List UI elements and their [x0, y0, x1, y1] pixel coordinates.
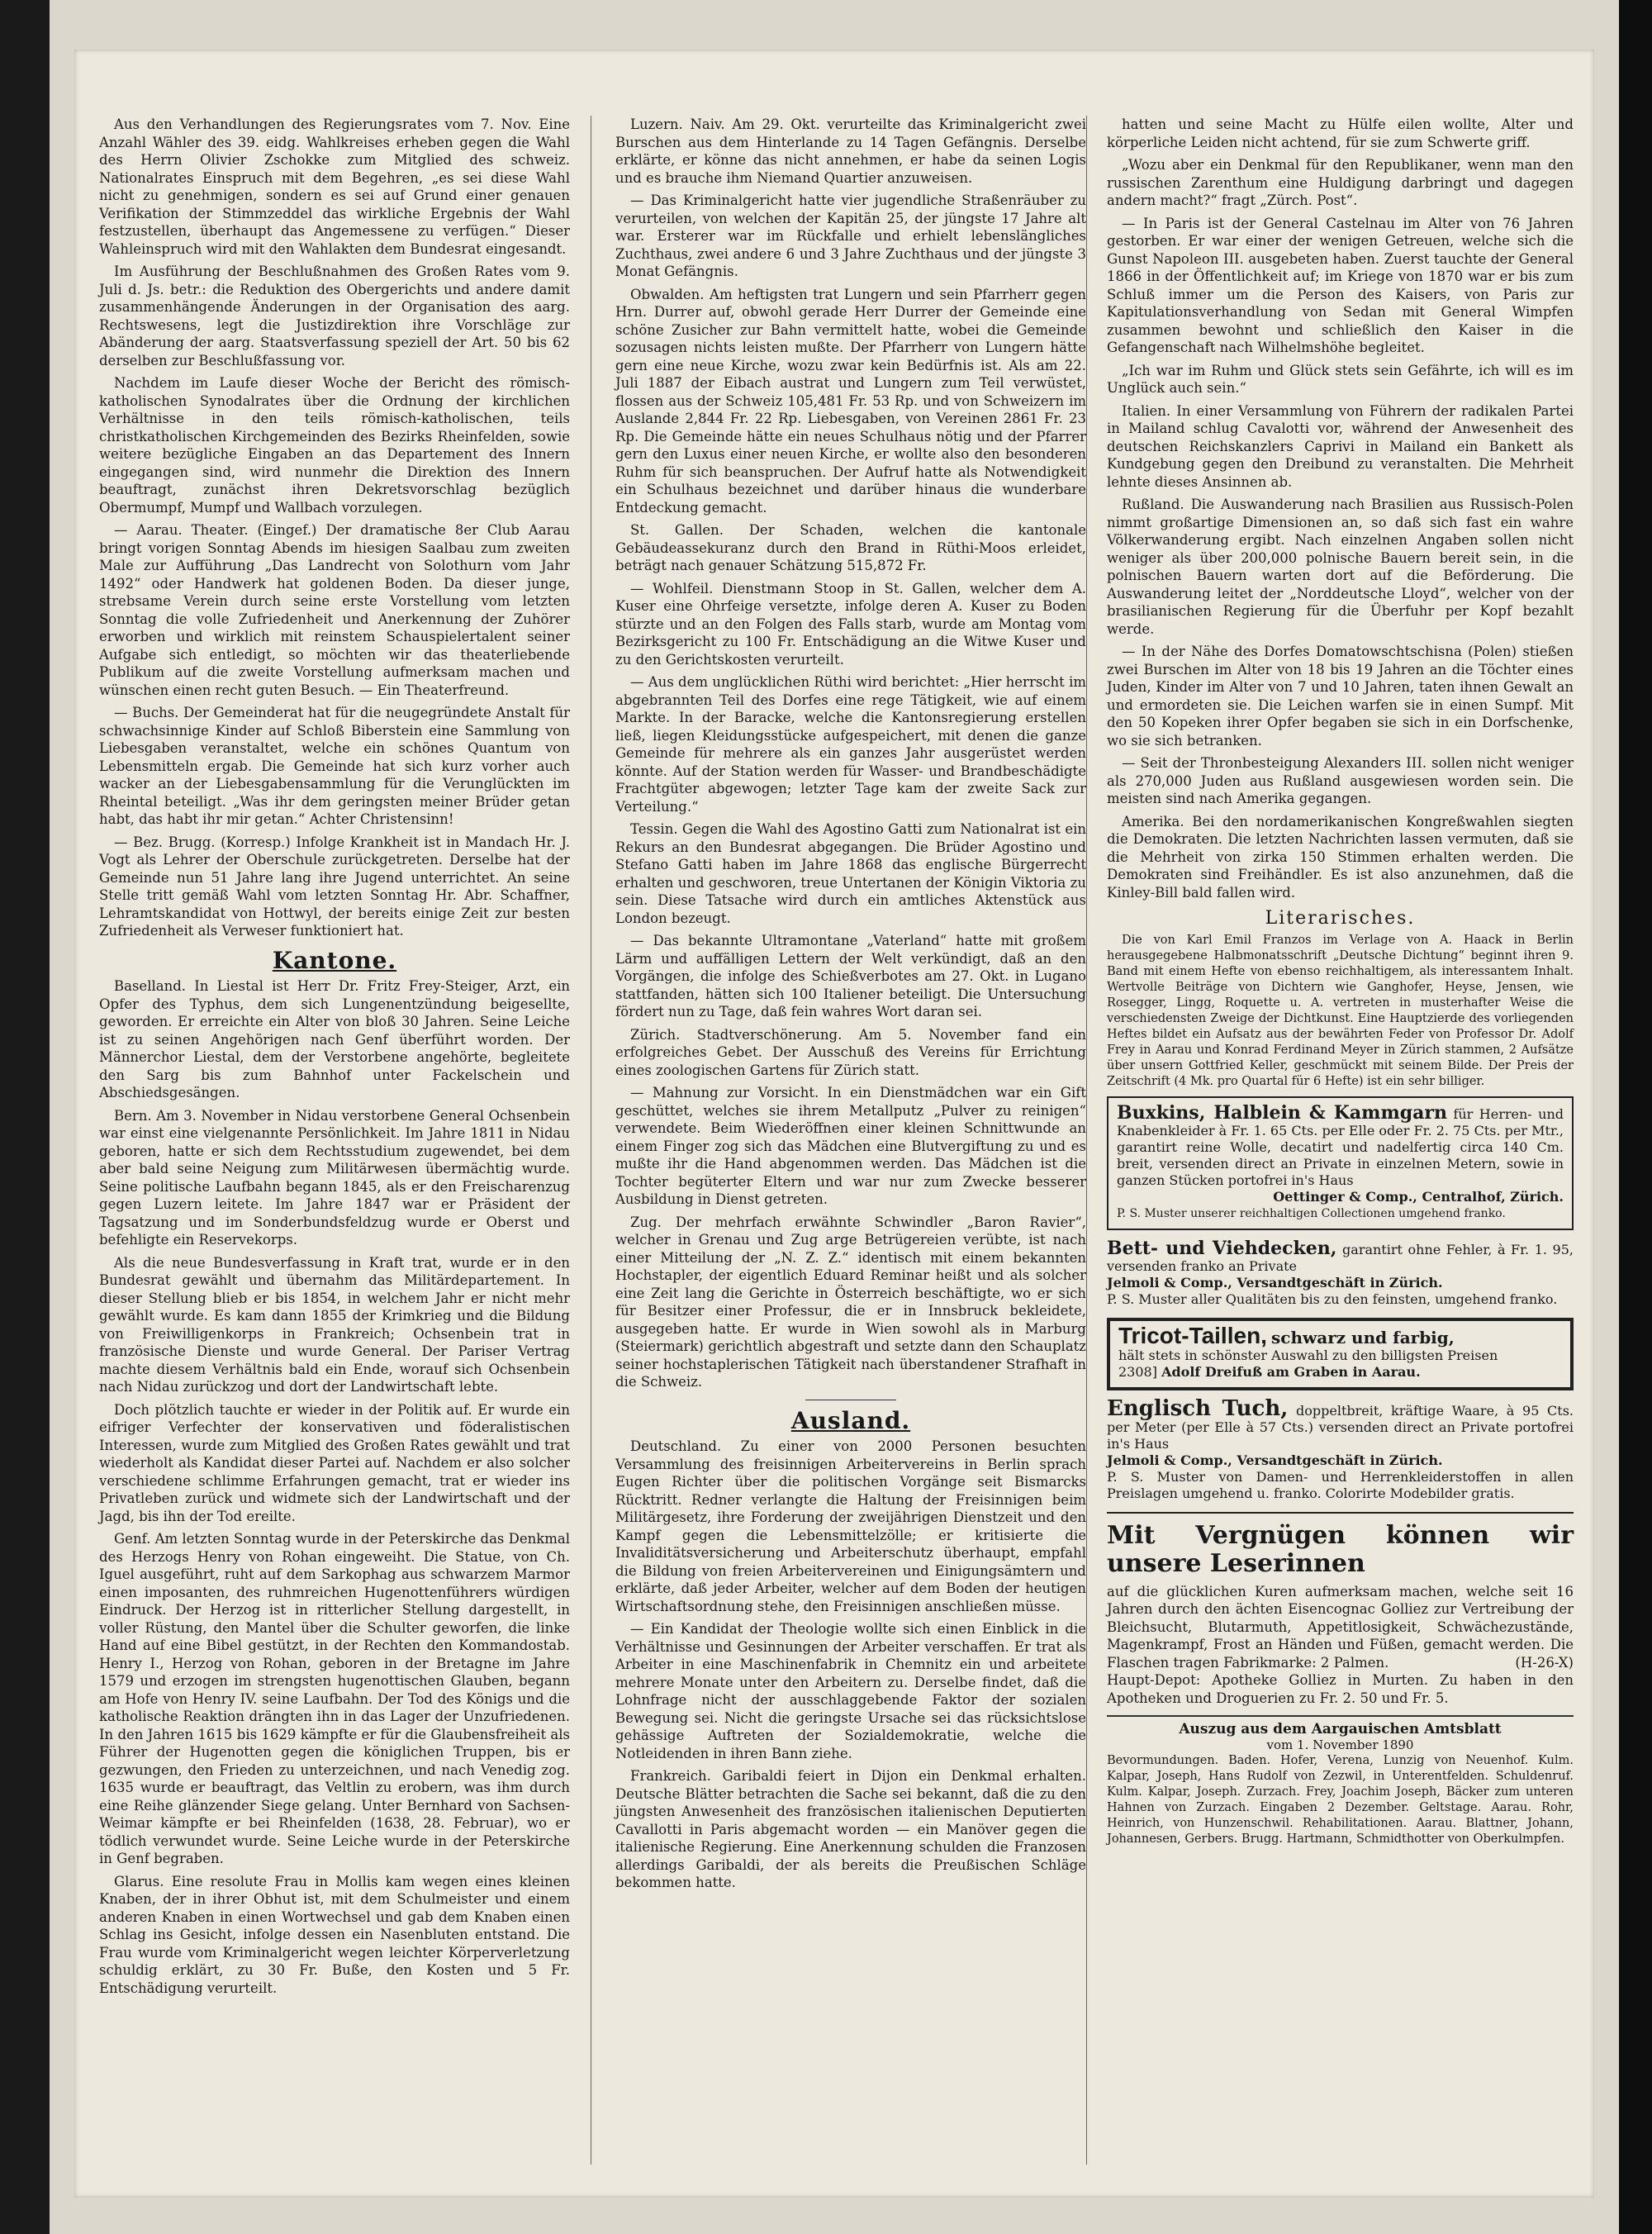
article-paragraph: hatten und seine Macht zu Hülfe eilen wollte, Alter und körperliche Leiden nicht achtend, für sie zum Schwerte griff.	[1107, 116, 1574, 150]
ad-headline: Englisch Tuch,	[1107, 1395, 1289, 1421]
article-paragraph: Amerika. Bei den nordamerikanischen Kongreßwahlen siegten die Demokraten. Die letzten Nachrichten lassen vermuten, daß sie die Mehrheit von zirka 150 Stimmen erhalten werden. Die Demokraten sind Freihändler. Es ist also anzunehmen, daß die Kinley-Bill bald fallen wird.	[1107, 813, 1574, 901]
newspaper-page	[74, 50, 1594, 2198]
article-paragraph: Frankreich. Garibaldi feiert in Dijon ein Denkmal erhalten. Deutsche Blätter betrachten die Sache sei bekannt, daß die zu den jüngsten Anwesenheit des französischen italienischen Deputierten Cavallotti in Paris abgemacht worden — ein Manöver gegen die italienische Regierung. Eine Anerkennung schulden die Franzosen allerdings Garibaldi, der als bereits die Preußischen Schläge bekommen hatte.	[615, 1768, 1086, 1890]
ad-depot: Haupt-Depot: Apotheke Golliez in Murten. Zu haben in den Apotheken und Droguerien zu Fr. 2. 50 und Fr. 5.	[1107, 1672, 1574, 1706]
ad-tricot-taillen	[1107, 1318, 1574, 1390]
article-paragraph: Zürich. Stadtverschönerung. Am 5. November fand ein erfolgreiches Gebet. Der Ausschuß des Vereins für Errichtung eines zoologischen Gartens für Zürich statt.	[615, 1026, 1086, 1078]
ad-note: P. S. Muster aller Qualitäten bis zu den feinsten, umgehend franko.	[1107, 1290, 1558, 1307]
article-paragraph: Glarus. Eine resolute Frau in Mollis kam wegen eines kleinen Knaben, der in ihrer Obhut ist, mit dem Schulmeister und einem anderen Knaben in einen Wortwechsel und gab dem Knaben einen Schlag ins Gesicht, infolge dessen ein Nasenbluten entstand. Die Frau wurde vom Kriminalgericht wegen leichter Körperverletzung schuldig erklärt, zu 30 Fr. Buße, den Kosten und 5 Fr. Entschädigung verurteilt.	[99, 1873, 570, 1996]
section-heading-kantone: Kantone.	[272, 946, 397, 974]
article-paragraph: „Wozu aber ein Denkmal für den Republikaner, wenn man den russischen Zarenthum eine Huldigung darbringt und dagegen andern macht?“ fragt „Zürch. Post“.	[1107, 157, 1574, 208]
article-paragraph: — Das Kriminalgericht hatte vier jugendliche Straßenräuber zu verurteilen, von welchen der Kapitän 25, der jüngste 17 Jahre alt war. Ersterer war im Rückfalle und erhielt lebenslängliches Zuchthaus, zwei andere 6 und 3 Jahre Zuchthaus und der jüngste 3 Monat Gefängnis.	[615, 193, 1086, 279]
article-paragraph: — Das bekannte Ultramontane „Vaterland“ hatte mit großem Lärm und auffälligen Lettern der Welt verkündigt, daß an den Vorgängen, die infolge des Schießverbotes am 27. Okt. in Lugano stattfanden, hätten sich 100 Italiener beteiligt. Die Untersuchung fördert nun zu Tage, daß fein wahres Wort daran sei.	[615, 933, 1086, 1020]
article-paragraph: — Wohlfeil. Dienstmann Stoop in St. Gallen, welcher dem A. Kuser eine Ohrfeige versetzte, infolge deren A. Kuser zu Boden stürzte und an den Folgen des Falls starb, wurde am Montag vom Bezirksgericht zu 100 Fr. Entschädigung an die Witwe Kuser und zu den Gerichtskosten verurteilt.	[615, 580, 1086, 668]
ad-body: hält stets in schönster Auswahl zu den billigsten Preisen	[1118, 1347, 1498, 1363]
article-paragraph: — Aarau. Theater. (Eingef.) Der dramatische 8er Club Aarau bringt vorigen Sonntag Abends im hiesigen Saalbau zum zweiten Male zur Aufführung „Das Landrecht von Solothurn vom Jahr 1492“ oder Handwerk hat goldenen Boden. Da dieser junge, strebsame Verein durch seine erste Vorstellung vom letzten Sonntag die volle Zufriedenheit und Anerkennung der Zuhörer erworben und wirklich mit reinstem Schauspielertalent seiner Aufgabe sich entledigt, so möchten wir das theaterliebende Publikum auf die zweite Vorstellung aufmerksam machen und wünschen einen recht guten Besuch. — Ein Theaterfreund.	[99, 522, 570, 698]
article-paragraph: — Seit der Thronbesteigung Alexanders III. sollen nicht weniger als 270,000 Juden aus Rußland ausgewiesen worden sein. Die meisten sind nach Amerika gegangen.	[1107, 755, 1574, 806]
column-rule	[1086, 116, 1087, 2165]
article-paragraph: Obwalden. Am heftigsten trat Lungern und sein Pfarrherr gegen Hrn. Durrer auf, obwohl gerade Herr Durrer der Gemeinde eine schöne Zusicher zur Bahn vermittelt hatte, wobei die Gemeinde sozusagen nichts leisten mußte. Der Pfarrherr von Lungern hätte gern eine neue Kirche, wozu zwar kein Bedürfnis ist. Als am 22. Juli 1887 der Eibach austrat und Lungern zum Teil verwüstet, flossen aus der Schweiz 105,481 Fr. 53 Rp. und von Schweizern im Auslande 2,844 Fr. 22 Rp. Liebesgaben, von Vereinen 2861 Fr. 23 Rp. Die Gemeinde hätte ein neues Schulhaus nötig und der Pfarrer gern den Luxus einer neuen Kirche, er wollte also den besonderen Ruhm für sich beanspruchen. Der Aufruf hatte als Notwendigkeit ein Schulhaus bezeichnet und darüber hinaus die wunderbare Entdeckung gemacht.	[615, 286, 1086, 516]
ad-headline: Bett- und Viehdecken,	[1107, 1237, 1337, 1259]
ad-headline: Buxkins, Halblein & Kammgarn	[1117, 1101, 1447, 1124]
ad-body: garantirt ohne Fehler, à Fr. 1. 95, versenden franko an Private	[1107, 1241, 1574, 1274]
literary-paragraph: Die von Karl Emil Franzos im Verlage von A. Haack in Berlin herausgegebene Halbmonatsschrift „Deutsche Dichtung“ beginnt ihren 9. Band mit einem Hefte von ebenso reichhaltigem, als interessantem Inhalt. Wertvolle Beiträge von Dichtern wie Ganghofer, Heyse, Jensen, wie Rosegger, Lingg, Roquette u. A. vertreten in musterhafter Weise die verschiedensten Zweige der Dichtkunst. Eine Hauptzierde des vorliegenden Heftes bildet ein Aufsatz aus der bewährten Feder von Professor Dr. Adolf Frey in Aarau und Konrad Ferdinand Meyer in Zürich stammen, 2 Aufsätze über unsern Gottfried Keller, geschmückt mit seinem Bilde. Der Preis der Zeitschrift (4 Mk. pro Quartal für 6 Hefte) ist ein sehr billiger.	[1107, 933, 1574, 1088]
article-paragraph: Bern. Am 3. November in Nidau verstorbene General Ochsenbein war einst eine vielgenannte Persönlichkeit. Im Jahre 1811 in Nidau geboren, hatte er sich dem Rechtsstudium zugewendet, bei dem aber bald seine Neigung zum Militärwesen übermächtig wurde. Seine politische Laufbahn begann 1845, als er den Freischarenzug gegen Luzern leitete. Im Jahre 1847 war er Präsident der Tagsatzung und im Sonderbundsfeldzug wurde er Oberst und befehligte ein Reservekorps.	[99, 1107, 570, 1248]
ad-subhead: schwarz und farbig,	[1271, 1327, 1455, 1348]
binding-edge-left	[0, 0, 50, 2234]
column-1	[99, 116, 570, 2002]
ad-note: P. S. Muster unserer reichhaltigen Collectionen umgehend franko.	[1117, 1206, 1506, 1220]
ad-bettdecken	[1107, 1237, 1574, 1311]
article-paragraph: Im Ausführung der Beschlußnahmen des Großen Rates vom 9. Juli d. Js. betr.: die Reduktion des Obergerichts und andere damit zusammenhängende Änderungen in der Organisation des aarg. Rechtswesens, legt die Justizdirektion ihre Vorschläge zur Abänderung der aarg. Staatsverfassung speziell der Art. 50 bis 62 derselben zur Beschlußfassung vor.	[99, 264, 570, 368]
ad-eisencognac	[1107, 1512, 1574, 1708]
article-paragraph: — Mahnung zur Vorsicht. In ein Dienstmädchen war ein Gift geschüttet, welches sie ihrem Metallputz „Pulver zu reinigen“ verwendete. Beim Wiederöffnen einer kleinen Schnittwunde an einem Finger zog sich das Mädchen eine Blutvergiftung zu und es mußte ihr die Hand abgenommen werden. Das Mädchen ist die Tochter begüterter Eltern und war nur zum Zwecke besserer Ausbildung in Dienst getreten.	[615, 1085, 1086, 1207]
article-paragraph: Zug. Der mehrfach erwähnte Schwindler „Baron Ravier“, welcher in Grenau und Zug arge Betrügereien verübte, ist nach einer Mitteilung der „N. Z. Z.“ identisch mit einem bekannten Hochstapler, der eigentlich Eduard Reminar heißt und als solcher eine Zeit lang die Gerichte in Österreich beschäftigte, wo er sich für Besitzer einer Professur, die er in Innsbruck bekleidete, ausgegeben hatte. Er wurde in Wien sowohl als in Marburg (Steiermark) gerichtlich abgestraft und setzte dann den Schauplatz seiner hochstaplerischen Tätigkeit nach überstandener Strafhaft in die Schweiz.	[615, 1214, 1086, 1390]
ad-firm: Adolf Dreifuß am Graben in Aarau.	[1161, 1363, 1421, 1380]
ad-englisch-tuch	[1107, 1397, 1574, 1505]
literary-heading: Literarisches.	[1265, 908, 1416, 929]
article-paragraph: Nachdem im Laufe dieser Woche der Bericht des römisch-katholischen Synodalrates über die Ordnung der kirchlichen Verhältnisse in den teils römisch-katholischen, teils christkatholischen Kirchgemeinden des Bezirks Rheinfelden, sowie weitere bezügliche Eingaben an das Departement des Innern eingegangen sind, wird nunmehr die Direktion des Innern beauftragt, zunächst ihren Dekretsvorschlag bezüglich Obermumpf, Mumpf und Wallbach vorzulegen.	[99, 375, 570, 516]
article-paragraph: St. Gallen. Der Schaden, welchen die kantonale Gebäudeassekuranz durch den Brand in Rüthi-Moos erleidet, beträgt nach genauer Schätzung 515,872 Fr.	[615, 522, 1086, 573]
section-heading-ausland: Ausland.	[790, 1406, 911, 1434]
ad-firm: Oettinger & Comp., Centralhof, Zürich.	[1273, 1188, 1564, 1205]
ad-headline: Tricot-Taillen,	[1118, 1322, 1267, 1348]
article-paragraph: „Ich war im Ruhm und Glück stets sein Gefährte, ich will es im Unglück auch sein.“	[1107, 362, 1574, 396]
article-paragraph: — In Paris ist der General Castelnau im Alter von 76 Jahren gestorben. Er war einer der wenigen Getreuen, welche sich die Gunst Napoleon III. ausgebeten haben. Zuerst tauchte der General 1866 in der Öffentlichkeit auf; im Kriege von 1870 war er bis zum Schluß immer um die Person des Kaisers, von Paris zur Kapitulationsverhandlung von Sedan mit General Wimpfen zusammen bewohnt und schließlich den Kaiser in die Gefangenschaft nach Wilhelmshöhe begleitet.	[1107, 215, 1574, 355]
ad-number: 2308]	[1118, 1363, 1157, 1380]
article-paragraph: — Ein Kandidat der Theologie wollte sich einen Einblick in die Verhältnisse und Gesinnungen der Arbeiter verschaffen. Er trat als Arbeiter in eine Maschinenfabrik in Chemnitz ein und arbeitete mehrere Monate unter den Arbeitern zu. Derselbe findet, daß die Lohnfrage nicht der ausschlaggebende Faktor der sozialen Bewegung sei. Nicht die geringste Ursache sei das rücksichtslose gehässige Auftreten der Sozialdemokratie, welche die Notleidenden in ihren Bann ziehe.	[615, 1621, 1086, 1761]
official-notice	[1107, 1715, 1574, 1847]
article-paragraph: — In der Nähe des Dorfes Domatowschtschisna (Polen) stießen zwei Burschen im Alter von 18 bis 19 Jahren an die Töchter eines Juden, Kinder im Alter von 7 und 10 Jahren, taten ihnen Gewalt an und ermordeten sie. Die Leichen warfen sie in einen Sumpf. Mit den 50 Kopeken ihrer Opfer begaben sie sich in ein Dorfschenke, wo sie sich betranken.	[1107, 644, 1574, 749]
ad-body: doppeltbreit, kräftige Waare, à 95 Cts. per Meter (per Elle à 57 Cts.) versenden direct an Private portofrei in's Haus	[1107, 1402, 1574, 1452]
article-paragraph: — Buchs. Der Gemeinderat hat für die neugegründete Anstalt für schwachsinnige Kinder auf Schloß Biberstein eine Sammlung von Liebesgaben veranstaltet, welche ein schönes Quantum von Lebensmitteln ergab. Die Gemeinde hat sich kurz vorher auch wacker an der Liebesgabensammlung für die Verunglückten im Rheintal beteiligt. „Was ihr dem geringsten meiner Brüder getan habt, das habt ihr mir getan.“ Achter Christensinn!	[99, 705, 570, 827]
ad-body: auf die glücklichen Kuren aufmerksam machen, welche seit 16 Jahren durch den ächten Eisencognac Golliez zur Vertreibung der Bleichsucht, Blutarmuth, Appetitlosigkeit, Schwächezustände, Magenkrampf, Frost an Händen und Füßen, gemacht werden. Die Flaschen tragen Fabrikmarke: 2 Palmen.	[1107, 1583, 1574, 1671]
ad-code: (H-26-X)	[1515, 1654, 1574, 1671]
ad-firm: Jelmoli & Comp., Versandtgeschäft in Zürich.	[1107, 1274, 1443, 1290]
article-paragraph: Deutschland. Zu einer von 2000 Personen besuchten Versammlung des freisinnigen Arbeitervereins in Berlin sprach Eugen Richter über die politischen Vorgänge seit Bismarcks Rücktritt. Redner verlangte die Haltung der Freisinnigen beim Militärgesetz, ihre Forderung der zweijährigen Dienstzeit und den Kampf gegen die Lebensmittelzölle; er kritisierte die Invaliditätsversicherung und Arbeiterschutz überhaupt, empfahl die Bildung von freien Arbeitervereinen und Einigungsämtern und erklärte, daß jeder Arbeiter, welcher auf dem Boden der heutigen Wirtschaftsordnung stehe, den Freisinnigen anschließen müsse.	[615, 1438, 1086, 1614]
column-2	[615, 116, 1086, 1897]
article-paragraph: — Bez. Brugg. (Korresp.) Infolge Krankheit ist in Mandach Hr. J. Vogt als Lehrer der Oberschule zurückgetreten. Derselbe hat der Gemeinde nun 51 Jahre lang ihre Jugend unterrichtet. An seine Stelle tritt gemäß Wahl vom letzten Sonntag Hr. Abr. Schaffner, Lehramtskandidat von Hottwyl, der bereits einige Zeit zur besten Zufriedenheit als Verweser funktioniert hat.	[99, 834, 570, 939]
notice-date: vom 1. November 1890	[1266, 1737, 1414, 1752]
article-paragraph: Italien. In einer Versammlung von Führern der radikalen Partei in Mailand schlug Cavalotti vor, während der Anwesenheit des deutschen Reichskanzlers Caprivi in Mailand ein Bankett als Kundgebung gegen den Dreibund zu veranstalten. Die Mehrheit lehnte dieses Ansinnen ab.	[1107, 402, 1574, 490]
column-3	[1107, 116, 1574, 1847]
article-paragraph: Genf. Am letzten Sonntag wurde in der Peterskirche das Denkmal des Herzogs Henry von Rohan eingeweiht. Die Statue, von Ch. Iguel ausgeführt, ruht auf dem Sarkophag aus schwarzem Marmor einen imposanten, des ruhmreichen Hugenottenführers würdigen Eindruck. Der Herzog ist in ritterlicher Stellung dargestellt, in voller Rüstung, den Mantel über die Schulter geworfen, die linke Hand auf eine Bibel gestützt, in der Rechten den Kommandostab. Henry I., Herzog von Rohan, geboren in der Bretagne im Jahre 1579 und erzogen im strengsten hugenottischen Glauben, begann am Hofe von Henry IV. seine Laufbahn. Der Tod des Königs und die katholische Reaktion drängten ihn in das Lager der Unzufriedenen. In den Jahren 1615 bis 1629 kämpfte er für die Glaubensfreiheit als Führer der Hugenotten gegen die königlichen Truppen, bis er gezwungen, den Frieden zu unterzeichnen, und nach Venedig zog. 1635 wurde er beauftragt, das Veltlin zu erobern, was ihm durch eine Reihe glänzender Siege gelang. Unter Bernhard von Sachsen-Weimar kämpfte er bei Rheinfelden (1638, 28. Februar), wo er tödlich verwundet wurde. Seine Leiche wurde in der Peterskirche in Genf begraben.	[99, 1531, 571, 1866]
article-paragraph: — Aus dem unglücklichen Rüthi wird berichtet: „Hier herrscht im abgebrannten Teil des Dorfes eine rege Tätigkeit, wie auf einem Markte. In der Baracke, welche die Kantonsregierung erstellen ließ, liegen Kleidungsstücke aufgespeichert, mit denen die ganze Gemeinde für mehrere als ein ganzes Jahr ausgerüstet werden könnte. Auf der Station werden für Wasser- und Brandbeschädigte Frachtgüter abgewogen; letzter Tage kam der zweite Sack zur Verteilung.“	[615, 674, 1086, 815]
article-paragraph: Tessin. Gegen die Wahl des Agostino Gatti zum Nationalrat ist ein Rekurs an den Bundesrat abgegangen. Die Brüder Agostino und Stefano Gatti haben im Jahre 1868 das englische Bürgerrecht erhalten und geschworen, treue Untertanen der Königin Viktoria zu sein. Diese Tatsache wird durch ein amtliches Aktenstück aus London bezeugt.	[615, 821, 1086, 926]
ad-note: P. S. Muster von Damen- und Herrenkleiderstoffen in allen Preislagen umgehend u. franko. Colorirte Modebilder gratis.	[1107, 1468, 1574, 1501]
ad-headline: Mit Vergnügen können wir unsere Leserinnen	[1107, 1520, 1574, 1578]
notice-heading: Auszug aus dem Aargauischen Amtsblatt	[1179, 1721, 1502, 1737]
article-paragraph: Aus den Verhandlungen des Regierungsrates vom 7. Nov. Eine Anzahl Wähler des 39. eidg. Wahlkreises erheben gegen die Wahl des Herrn Olivier Zschokke zum Mitglied des schweiz. Nationalrates Einspruch mit dem Begehren, „es sei diese Wahl nicht zu genehmigen, sondern es sei auf Grund einer genauen Verifikation der Stimmzeddel das wirkliche Ergebnis der Wahl festzustellen, überhaupt das Angemessene zu verfügen.“ Dieser Wahleinspruch wird mit den Wahlakten dem Bundesrat eingesandt.	[99, 116, 570, 257]
article-paragraph: Als die neue Bundesverfassung in Kraft trat, wurde er in den Bundesrat gewählt und übernahm das Militärdepartement. In dieser Stellung blieb er bis 1854, in welchem Jahr er nicht mehr gewählt wurde. Es kam dann 1855 der Krimkrieg und die Bildung von Freiwilligenkorps in Frankreich; Ochsenbein trat in französische Dienste und wurde General. Der Pariser Vertrag machte diesem Verhältnis bald ein Ende, worauf sich Ochsenbein nach Nidau zurückzog und dort der Landwirtschaft lebte.	[99, 1254, 570, 1395]
ad-firm: Jelmoli & Comp., Versandtgeschäft in Zürich.	[1107, 1452, 1443, 1468]
notice-body: Bevormundungen. Baden. Hofer, Verena, Lunzig von Neuenhof. Kulm. Kalpar, Joseph, Hans Rudolf von Zezwil, in Unterentfelden. Schuldenruf. Kulm. Kalpar, Joseph. Zurzach. Frey, Joachim Joseph, Bäcker zum unteren Hahnen von Zurzach. Eingaben 2 Dezember. Geltstage. Aarau. Rohr, Heinrich, von Hunzenschwil. Rehabilitationen. Aarau. Blattner, Johann, Johannesen, Gerbers. Brugg. Hartmann, Schmidthotter von Oberkulmpfen.	[1107, 1754, 1574, 1846]
article-paragraph: Luzern. Naiv. Am 29. Okt. verurteilte das Kriminalgericht zwei Burschen aus dem Hinterlande zu 14 Tagen Gefängnis. Derselbe erklärte, er könne das nicht annehmen, er habe da seinen Logis und es brauche ihm Niemand Quartier anzuweisen.	[615, 116, 1086, 186]
ad-body: für Herren- und Knabenkleider à Fr. 1. 65 Cts. per Elle oder Fr. 2. 75 Cts. per Mtr., garantirt reine Wolle, decatirt und nadelfertig circa 140 Cm. breit, versenden direct an Private in einzelnen Metern, sowie in ganzen Stücken portofrei in's Haus	[1117, 1105, 1564, 1188]
ad-buxkins	[1107, 1096, 1574, 1230]
binding-edge-right	[1619, 0, 1652, 2234]
article-paragraph: Rußland. Die Auswanderung nach Brasilien aus Russisch-Polen nimmt großartige Dimensionen an, so daß sich fast ein wahre Völkerwanderung ergibt. Nach einzelnen Angaben sollen nicht weniger als über 200,000 polnische Bauern bereit sein, in die polnischen Bauern warten dort auf die Beförderung. Die Auswanderung leitet der „Norddeutsche Lloyd“, welcher von der brasilianischen Regierung für die Überfuhr per Kopf bezahlt werde.	[1107, 497, 1574, 637]
article-paragraph: Baselland. In Liestal ist Herr Dr. Fritz Frey-Steiger, Arzt, ein Opfer des Typhus, dem sich Lungenentzündung beigesellte, geworden. Er erreichte ein Alter von bloß 30 Jahren. Seine Leiche ist zu seinen Angehörigen nach Genf überführt worden. Der Männerchor Liestal, dem der Verstorbene angehörte, begleitete den Sarg bis zum Bahnhof unter Fackelschein und Abschiedsgesängen.	[99, 978, 570, 1100]
article-paragraph: Doch plötzlich tauchte er wieder in der Politik auf. Er wurde ein eifriger Verfechter der konservativen und föderalistischen Interessen, wurde zum Mitglied des Großen Rates gewählt und trat wiederholt als Kandidat dieser Partei auf. Nachdem er also solcher verschiedene schlimme Erfahrungen gemacht, trat er wieder ins Privatleben zurück und widmete sich der Landwirtschaft und der Jagd, bis ihn der Tod ereilte.	[99, 1401, 570, 1524]
